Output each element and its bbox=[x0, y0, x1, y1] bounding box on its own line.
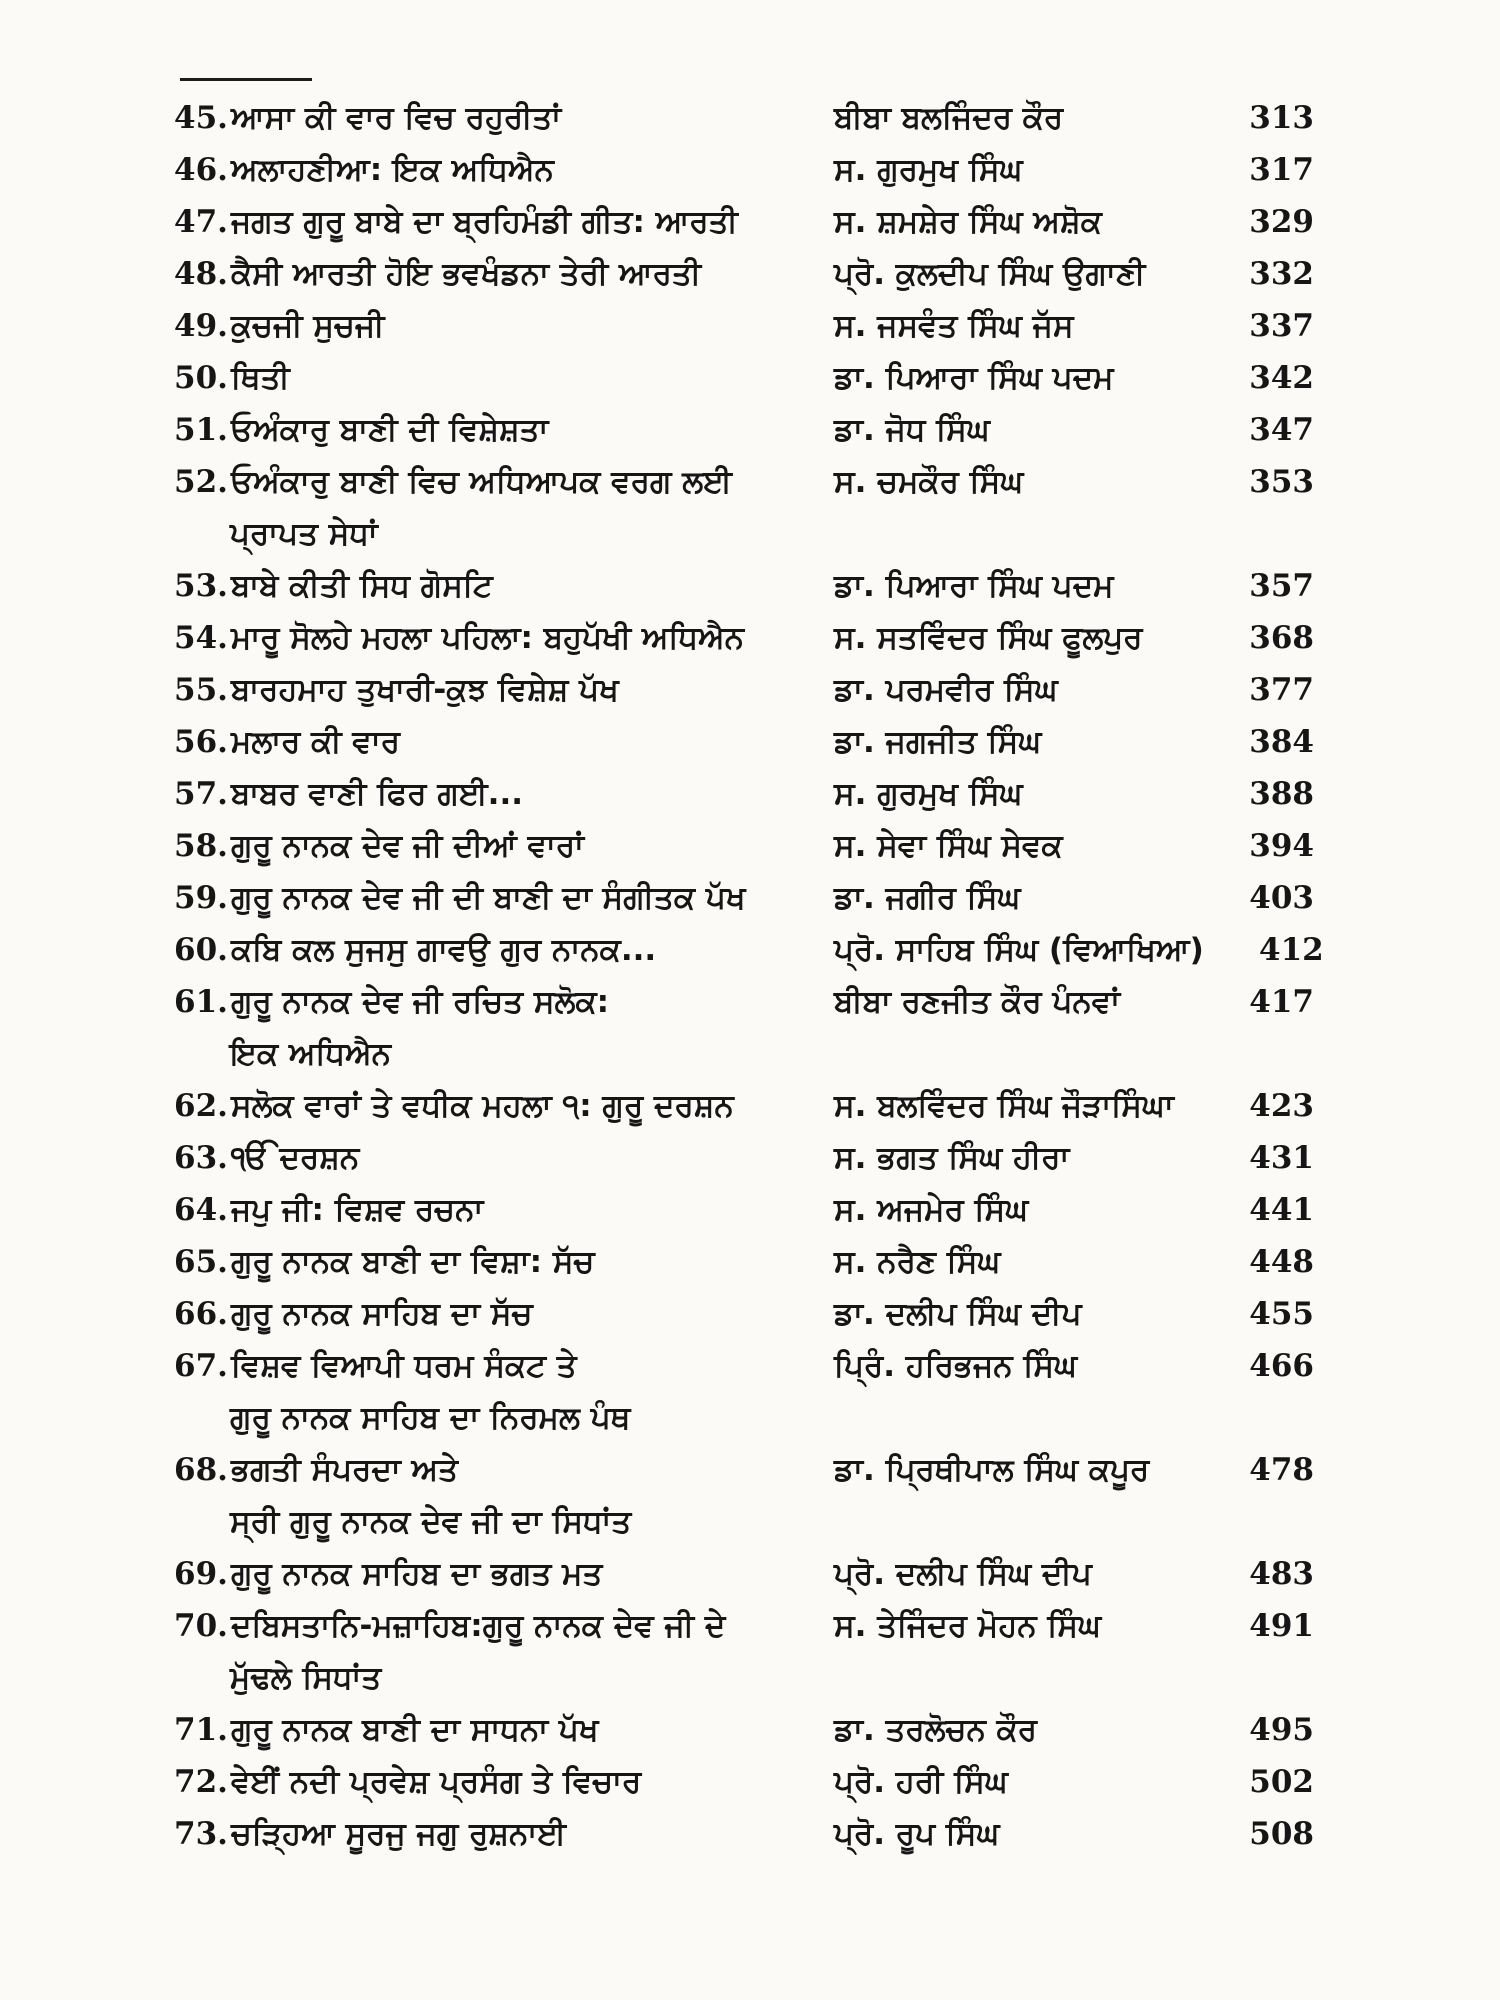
entry-title-cell bbox=[174, 1756, 834, 1808]
entry-title-cell bbox=[174, 1288, 834, 1340]
entry-title: ਗੁਰੂ ਨਾਨਕ ਬਾਣੀ ਦਾ ਵਿਸ਼ਾ: ਸੱਚ bbox=[230, 1244, 595, 1280]
entry-author: ਡਾ. ਪਿਆਰਾ ਸਿੰਘ ਪਦਮ bbox=[834, 360, 1114, 396]
toc-entry bbox=[174, 560, 1314, 612]
toc-entry bbox=[174, 404, 1314, 456]
entry-title: ਗੁਰੂ ਨਾਨਕ ਦੇਵ ਜੀ ਦੀ ਬਾਣੀ ਦਾ ਸੰਗੀਤਕ ਪੱਖ bbox=[230, 880, 746, 916]
entry-title: ਮਲਾਰ ਕੀ ਵਾਰ bbox=[230, 724, 400, 760]
entry-title-continuation: ਮੁੱਢਲੇ ਸਿਧਾਂਤ bbox=[230, 1660, 382, 1696]
entry-number: 67. bbox=[174, 1348, 228, 1384]
entry-page-number: 332 bbox=[1249, 256, 1314, 292]
entry-number: 64. bbox=[174, 1192, 228, 1228]
entry-number: 51. bbox=[174, 412, 228, 448]
entry-page-number: 417 bbox=[1249, 984, 1314, 1020]
entry-title: ਵਿਸ਼ਵ ਵਿਆਪੀ ਧਰਮ ਸੰਕਟ ਤੇ bbox=[230, 1348, 577, 1384]
entry-title-cell bbox=[174, 1132, 834, 1184]
entry-page-number: 329 bbox=[1249, 204, 1314, 240]
entry-title-continuation: ਗੁਰੂ ਨਾਨਕ ਸਾਹਿਬ ਦਾ ਨਿਰਮਲ ਪੰਥ bbox=[230, 1400, 631, 1436]
entry-author: ਡਾ. ਜਗਜੀਤ ਸਿੰਘ bbox=[834, 724, 1042, 760]
entry-title-cell bbox=[174, 1080, 834, 1132]
toc-entry bbox=[174, 664, 1314, 716]
entry-title-cell bbox=[174, 144, 834, 196]
toc-entry bbox=[174, 144, 1314, 196]
entry-number: 70. bbox=[174, 1608, 228, 1644]
entry-title-line bbox=[174, 1756, 834, 1808]
toc-entry bbox=[174, 976, 1314, 1080]
entry-title-cell bbox=[174, 716, 834, 768]
entry-title-line bbox=[174, 976, 834, 1028]
entry-page-number: 313 bbox=[1249, 100, 1314, 136]
entry-title-line bbox=[174, 456, 834, 508]
entry-page-number: 483 bbox=[1249, 1556, 1314, 1592]
entry-title: ਗੁਰੂ ਨਾਨਕ ਦੇਵ ਜੀ ਦੀਆਂ ਵਾਰਾਂ bbox=[230, 828, 584, 864]
entry-title: ਬਾਬਰ ਵਾਣੀ ਫਿਰ ਗਈ... bbox=[230, 776, 523, 812]
entry-title: ਬਾਬੇ ਕੀਤੀ ਸਿਧ ਗੋਸਟਿ bbox=[230, 568, 493, 604]
entry-author: ਪ੍ਰਿੰ. ਹਰਿਭਜਨ ਸਿੰਘ bbox=[834, 1348, 1078, 1384]
entry-title-line bbox=[174, 1288, 834, 1340]
entry-title-cell bbox=[174, 976, 834, 1080]
entry-title: ਜਪੁ ਜੀ: ਵਿਸ਼ਵ ਰਚਨਾ bbox=[230, 1192, 484, 1228]
entry-page-number: 448 bbox=[1249, 1244, 1314, 1280]
entry-page-number: 403 bbox=[1249, 880, 1314, 916]
entry-author: ਸ. ਸਤਵਿੰਦਰ ਸਿੰਘ ਫੂਲਪੁਰ bbox=[834, 620, 1143, 656]
entry-title-line bbox=[174, 196, 834, 248]
entry-page-number: 317 bbox=[1249, 152, 1314, 188]
entry-number: 68. bbox=[174, 1452, 228, 1488]
entry-title-line bbox=[174, 560, 834, 612]
entry-author: ਪ੍ਰੋ. ਕੁਲਦੀਪ ਸਿੰਘ ਉਗਾਣੀ bbox=[834, 256, 1146, 292]
entry-number: 55. bbox=[174, 672, 228, 708]
entry-number: 48. bbox=[174, 256, 228, 292]
toc-entry bbox=[174, 1756, 1314, 1808]
toc-entry bbox=[174, 1288, 1314, 1340]
entry-title-cell bbox=[174, 248, 834, 300]
entry-author: ਪ੍ਰੋ. ਹਰੀ ਸਿੰਘ bbox=[834, 1764, 1008, 1800]
entry-title-cell bbox=[174, 352, 834, 404]
entry-author: ਡਾ. ਪ੍ਰਿਥੀਪਾਲ ਸਿੰਘ ਕਪੂਰ bbox=[834, 1452, 1150, 1488]
entry-title-continuation: ਪ੍ਰਾਪਤ ਸੇਧਾਂ bbox=[230, 516, 378, 552]
entry-page-number: 502 bbox=[1249, 1764, 1314, 1800]
entry-number: 61. bbox=[174, 984, 228, 1020]
toc-entry bbox=[174, 300, 1314, 352]
entry-title: ਗੁਰੂ ਨਾਨਕ ਸਾਹਿਬ ਦਾ ਭਗਤ ਮਤ bbox=[230, 1556, 603, 1592]
entry-author: ਬੀਬਾ ਰਣਜੀਤ ਕੌਰ ਪੰਨਵਾਂ bbox=[834, 984, 1120, 1020]
entry-number: 62. bbox=[174, 1088, 228, 1124]
entry-author: ਡਾ. ਪਿਆਰਾ ਸਿੰਘ ਪਦਮ bbox=[834, 568, 1114, 604]
entry-author: ਸ. ਗੁਰਮੁਖ ਸਿੰਘ bbox=[834, 776, 1023, 812]
entry-title: ਬਾਰਹਮਾਹ ਤੁਖਾਰੀ-ਕੁਝ ਵਿਸ਼ੇਸ਼ ਪੱਖ bbox=[230, 672, 619, 708]
entry-author: ਸ. ਨਰੈਣ ਸਿੰਘ bbox=[834, 1244, 1001, 1280]
entry-title: ਭਗਤੀ ਸੰਪਰਦਾ ਅਤੇ bbox=[230, 1452, 459, 1488]
toc-entry bbox=[174, 1600, 1314, 1704]
toc-entry bbox=[174, 92, 1314, 144]
entry-author: ਸ. ਚਮਕੌਰ ਸਿੰਘ bbox=[834, 464, 1024, 500]
entry-title-line bbox=[174, 404, 834, 456]
entry-title: ਕੈਸੀ ਆਰਤੀ ਹੋਇ ਭਵਖੰਡਨਾ ਤੇਰੀ ਆਰਤੀ bbox=[230, 256, 702, 292]
entry-page-number: 423 bbox=[1249, 1088, 1314, 1124]
entry-author: ਸ. ਸੇਵਾ ਸਿੰਘ ਸੇਵਕ bbox=[834, 828, 1063, 864]
entry-number: 69. bbox=[174, 1556, 228, 1592]
entry-page-number: 431 bbox=[1249, 1140, 1314, 1176]
toc-entry bbox=[174, 1080, 1314, 1132]
entry-title-line bbox=[174, 300, 834, 352]
entry-number: 66. bbox=[174, 1296, 228, 1332]
entry-author: ਪ੍ਰੋ. ਰੂਪ ਸਿੰਘ bbox=[834, 1816, 1000, 1852]
entry-page-number: 342 bbox=[1249, 360, 1314, 396]
entry-page-number: 337 bbox=[1249, 308, 1314, 344]
toc-entry bbox=[174, 1808, 1314, 1860]
entry-title-cell bbox=[174, 872, 834, 924]
entry-number: 71. bbox=[174, 1712, 228, 1748]
entry-page-number: 412 bbox=[1259, 932, 1324, 968]
entry-number: 73. bbox=[174, 1816, 228, 1852]
toc-entry bbox=[174, 1340, 1314, 1444]
entry-title-continuation: ਇਕ ਅਧਿਐਨ bbox=[230, 1036, 391, 1072]
entry-title: ਸਲੋਕ ਵਾਰਾਂ ਤੇ ਵਧੀਕ ਮਹਲਾ ੧: ਗੁਰੂ ਦਰਸ਼ਨ bbox=[230, 1088, 734, 1124]
toc-entry bbox=[174, 1444, 1314, 1548]
toc-entry bbox=[174, 352, 1314, 404]
entry-title: ਚੜ੍ਹਿਆ ਸੂਰਜੁ ਜਗੁ ਰੁਸ਼ਨਾਈ bbox=[230, 1816, 566, 1852]
toc-entry bbox=[174, 196, 1314, 248]
entry-author: ਪ੍ਰੋ. ਦਲੀਪ ਸਿੰਘ ਦੀਪ bbox=[834, 1556, 1092, 1592]
entry-title: ਗੁਰੂ ਨਾਨਕ ਦੇਵ ਜੀ ਰਚਿਤ ਸਲੋਕ: bbox=[230, 984, 610, 1020]
entry-title-cell bbox=[174, 1444, 834, 1548]
entry-title-line bbox=[174, 1704, 834, 1756]
entry-title-cell bbox=[174, 664, 834, 716]
entry-page-number: 394 bbox=[1249, 828, 1314, 864]
entry-author: ਡਾ. ਦਲੀਪ ਸਿੰਘ ਦੀਪ bbox=[834, 1296, 1082, 1332]
entry-number: 59. bbox=[174, 880, 228, 916]
entry-title: ਅਲਾਹਣੀਆ: ਇਕ ਅਧਿਐਨ bbox=[230, 152, 554, 188]
entry-page-number: 353 bbox=[1249, 464, 1314, 500]
entry-title-cell bbox=[174, 1548, 834, 1600]
entry-title-line bbox=[174, 924, 834, 976]
entry-title-cell bbox=[174, 924, 834, 976]
entry-number: 54. bbox=[174, 620, 228, 656]
entry-title-cell bbox=[174, 1704, 834, 1756]
entry-title-line bbox=[174, 768, 834, 820]
toc-entry bbox=[174, 820, 1314, 872]
toc-entry bbox=[174, 248, 1314, 300]
entry-title: ਜਗਤ ਗੁਰੂ ਬਾਬੇ ਦਾ ਬ੍ਰਹਿਮੰਡੀ ਗੀਤ: ਆਰਤੀ bbox=[230, 204, 738, 240]
top-rule bbox=[180, 78, 312, 81]
entry-title: ਵੇਈਂ ਨਦੀ ਪ੍ਰਵੇਸ਼ ਪ੍ਰਸੰਗ ਤੇ ਵਿਚਾਰ bbox=[230, 1764, 642, 1800]
entry-title: ੴ ਦਰਸ਼ਨ bbox=[230, 1140, 360, 1176]
entry-page-number: 508 bbox=[1249, 1816, 1314, 1852]
entry-title: ਓਅੰਕਾਰੁ ਬਾਣੀ ਦੀ ਵਿਸ਼ੇਸ਼ਤਾ bbox=[230, 412, 549, 448]
entry-title-line bbox=[174, 248, 834, 300]
toc-entry bbox=[174, 1236, 1314, 1288]
entry-page-number: 478 bbox=[1249, 1452, 1314, 1488]
entry-title: ਦਬਿਸਤਾਨਿ-ਮਜ਼ਾਹਿਬ:ਗੁਰੂ ਨਾਨਕ ਦੇਵ ਜੀ ਦੇ bbox=[230, 1608, 726, 1644]
entry-title-line bbox=[174, 352, 834, 404]
entry-author: ਸ. ਤੇਜਿੰਦਰ ਮੋਹਨ ਸਿੰਘ bbox=[834, 1608, 1102, 1644]
entry-title: ਓਅੰਕਾਰੁ ਬਾਣੀ ਵਿਚ ਅਧਿਆਪਕ ਵਰਗ ਲਈ bbox=[230, 464, 732, 500]
table-of-contents bbox=[174, 92, 1324, 1860]
entry-page-number: 368 bbox=[1249, 620, 1314, 656]
entry-author: ਸ. ਸ਼ਮਸ਼ੇਰ ਸਿੰਘ ਅਸ਼ੋਕ bbox=[834, 204, 1102, 240]
entry-author: ਸ. ਜਸਵੰਤ ਸਿੰਘ ਜੱਸ bbox=[834, 308, 1074, 344]
entry-page-number: 491 bbox=[1249, 1608, 1314, 1644]
entry-author: ਸ. ਭਗਤ ਸਿੰਘ ਹੀਰਾ bbox=[834, 1140, 1070, 1176]
entry-page-number: 466 bbox=[1249, 1348, 1314, 1384]
entry-author: ਸ. ਅਜਮੇਰ ਸਿੰਘ bbox=[834, 1192, 1029, 1228]
entry-title-cell bbox=[174, 92, 834, 144]
toc-entry bbox=[174, 768, 1314, 820]
entry-number: 58. bbox=[174, 828, 228, 864]
entry-title-cell bbox=[174, 456, 834, 560]
entry-title-line bbox=[174, 1340, 834, 1392]
entry-title-line bbox=[174, 1080, 834, 1132]
entry-number: 72. bbox=[174, 1764, 228, 1800]
entry-title: ਗੁਰੂ ਨਾਨਕ ਸਾਹਿਬ ਦਾ ਸੱਚ bbox=[230, 1296, 533, 1332]
entry-author: ਡਾ. ਪਰਮਵੀਰ ਸਿੰਘ bbox=[834, 672, 1058, 708]
entry-page-number: 388 bbox=[1249, 776, 1314, 812]
entry-title-cell bbox=[174, 1600, 834, 1704]
entry-number: 52. bbox=[174, 464, 228, 500]
entry-number: 63. bbox=[174, 1140, 228, 1176]
entry-title-line bbox=[174, 872, 834, 924]
toc-entry bbox=[174, 1184, 1314, 1236]
toc-entry bbox=[174, 1548, 1314, 1600]
entry-author: ਡਾ. ਜਗੀਰ ਸਿੰਘ bbox=[834, 880, 1021, 916]
entry-title-cell bbox=[174, 1340, 834, 1444]
entry-title-continuation: ਸ੍ਰੀ ਗੁਰੂ ਨਾਨਕ ਦੇਵ ਜੀ ਦਾ ਸਿਧਾਂਤ bbox=[230, 1504, 632, 1540]
entry-title-cell bbox=[174, 1236, 834, 1288]
toc-entry bbox=[174, 716, 1314, 768]
entry-number: 50. bbox=[174, 360, 228, 396]
toc-entry bbox=[174, 1132, 1314, 1184]
entry-number: 56. bbox=[174, 724, 228, 760]
entry-page-number: 455 bbox=[1249, 1296, 1314, 1332]
entry-number: 65. bbox=[174, 1244, 228, 1280]
entry-title: ਕਬਿ ਕਲ ਸੁਜਸੁ ਗਾਵਉ ਗੁਰ ਨਾਨਕ... bbox=[230, 932, 657, 968]
entry-title: ਕੁਚਜੀ ਸੁਚਜੀ bbox=[230, 308, 385, 344]
entry-number: 47. bbox=[174, 204, 228, 240]
entry-title-cell bbox=[174, 768, 834, 820]
toc-entry bbox=[174, 612, 1314, 664]
entry-title-line bbox=[174, 1236, 834, 1288]
entry-page-number: 377 bbox=[1249, 672, 1314, 708]
entry-title-line bbox=[174, 1808, 834, 1860]
entry-author: ਡਾ. ਜੋਧ ਸਿੰਘ bbox=[834, 412, 990, 448]
entry-author: ਪ੍ਰੋ. ਸਾਹਿਬ ਸਿੰਘ (ਵਿਆਖਿਆ) bbox=[834, 932, 1204, 968]
entry-page-number: 441 bbox=[1249, 1192, 1314, 1228]
entry-number: 45. bbox=[174, 100, 228, 136]
entry-title-cell bbox=[174, 196, 834, 248]
entry-title-line bbox=[174, 1600, 834, 1652]
entry-author: ਸ. ਬਲਵਿੰਦਰ ਸਿੰਘ ਜੌੜਾਸਿੰਘਾ bbox=[834, 1088, 1174, 1124]
entry-title-cell bbox=[174, 820, 834, 872]
toc-entry bbox=[174, 872, 1314, 924]
entry-number: 53. bbox=[174, 568, 228, 604]
toc-entry bbox=[174, 456, 1314, 560]
entry-title-line bbox=[174, 1548, 834, 1600]
entry-title: ਆਸਾ ਕੀ ਵਾਰ ਵਿਚ ਰਹੁਰੀਤਾਂ bbox=[230, 100, 562, 136]
entry-title-line bbox=[174, 92, 834, 144]
entry-page-number: 384 bbox=[1249, 724, 1314, 760]
entry-author: ਬੀਬਾ ਬਲਜਿੰਦਰ ਕੌਰ bbox=[834, 100, 1064, 136]
entry-page-number: 347 bbox=[1249, 412, 1314, 448]
entry-title-line bbox=[174, 1132, 834, 1184]
entry-number: 57. bbox=[174, 776, 228, 812]
entry-title-line bbox=[174, 820, 834, 872]
entry-title: ਗੁਰੂ ਨਾਨਕ ਬਾਣੀ ਦਾ ਸਾਧਨਾ ਪੱਖ bbox=[230, 1712, 599, 1748]
entry-title: ਮਾਰੂ ਸੋਲਹੇ ਮਹਲਾ ਪਹਿਲਾ: ਬਹੁਪੱਖੀ ਅਧਿਐਨ bbox=[230, 620, 744, 656]
entry-title-line bbox=[174, 144, 834, 196]
entry-title-cell bbox=[174, 404, 834, 456]
entry-title-line bbox=[174, 716, 834, 768]
entry-author: ਸ. ਗੁਰਮੁਖ ਸਿੰਘ bbox=[834, 152, 1023, 188]
entry-title-cell bbox=[174, 1184, 834, 1236]
entry-title-line bbox=[174, 612, 834, 664]
toc-entry bbox=[174, 1704, 1314, 1756]
entry-author: ਡਾ. ਤਰਲੋਚਨ ਕੌਰ bbox=[834, 1712, 1038, 1748]
entry-title-cell bbox=[174, 300, 834, 352]
entry-title-line bbox=[174, 664, 834, 716]
entry-title-line bbox=[174, 1184, 834, 1236]
entry-title-cell bbox=[174, 612, 834, 664]
entry-page-number: 357 bbox=[1249, 568, 1314, 604]
entry-page-number: 495 bbox=[1249, 1712, 1314, 1748]
entry-title-cell bbox=[174, 1808, 834, 1860]
entry-title-cell bbox=[174, 560, 834, 612]
entry-title: ਥਿਤੀ bbox=[230, 360, 290, 396]
entry-number: 60. bbox=[174, 932, 228, 968]
toc-entry bbox=[174, 924, 1324, 976]
entry-number: 46. bbox=[174, 152, 228, 188]
entry-title-line bbox=[174, 1444, 834, 1496]
entry-number: 49. bbox=[174, 308, 228, 344]
